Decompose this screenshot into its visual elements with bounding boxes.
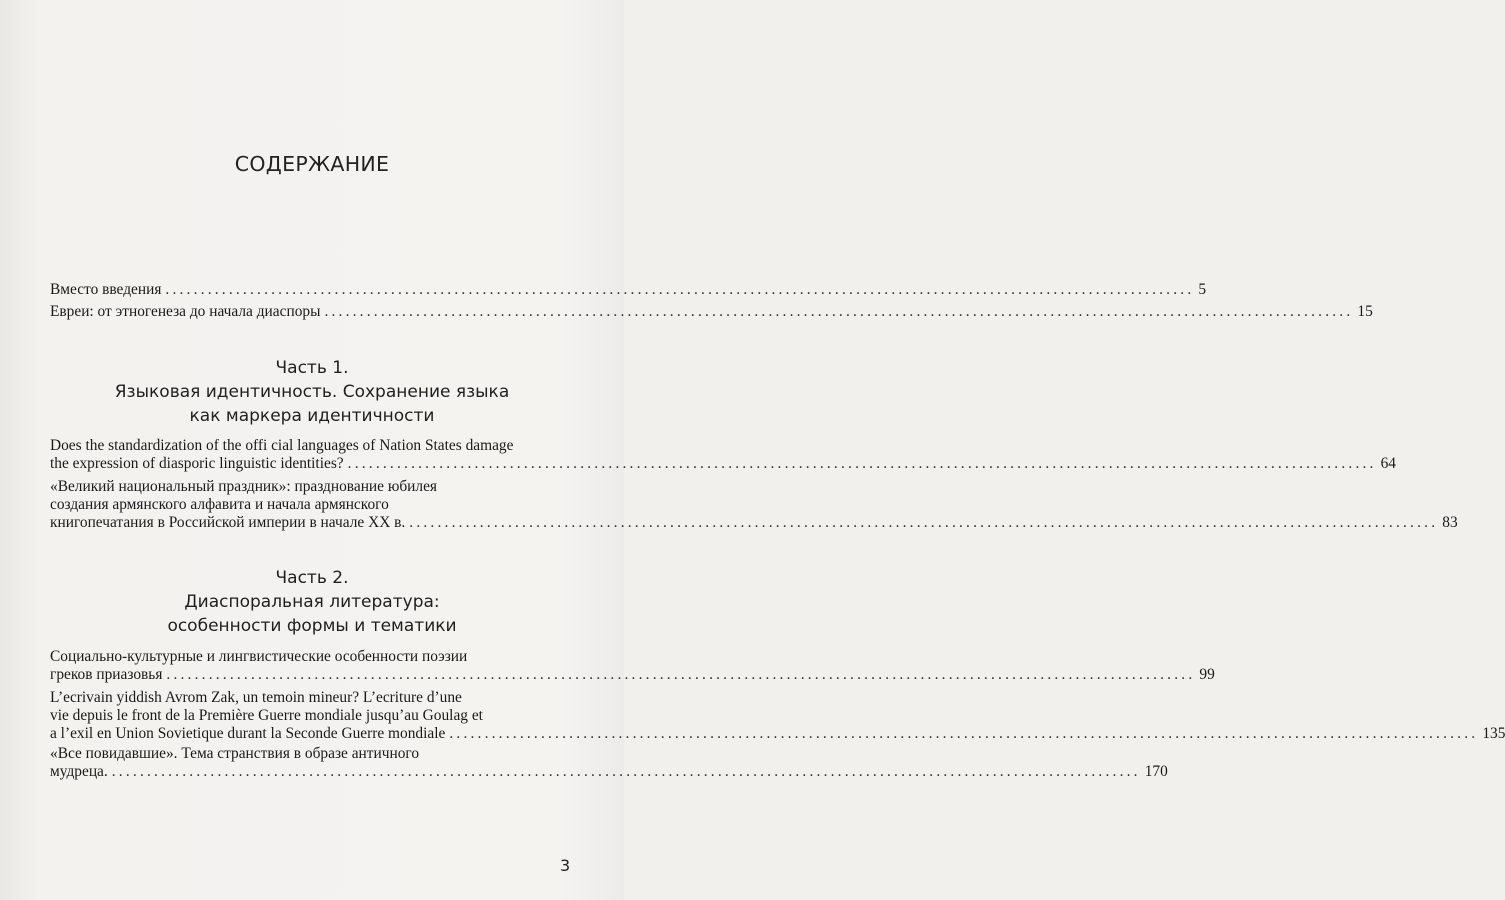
toc-entry-page: 64	[1380, 455, 1396, 472]
toc-entry[interactable]	[50, 648, 1215, 684]
toc-entry-last-line	[50, 455, 1396, 473]
toc-entry-last-line	[50, 303, 1373, 321]
dot-leader: ..................................................................................................................................................	[111, 763, 1141, 780]
dot-leader: ..................................................................................................................................................	[449, 725, 1479, 742]
dot-leader: ..................................................................................................................................................	[409, 514, 1439, 531]
toc-entry-last-line	[50, 725, 1505, 743]
toc-entry-text: создания армянского алфавита и начала армянского	[50, 496, 389, 513]
part-number: Часть 2.	[275, 568, 349, 588]
toc-entry-page: 5	[1198, 281, 1207, 298]
part-title-line: как маркера идентичности	[189, 406, 435, 426]
part-title-line: Диаспоральная литература:	[184, 592, 440, 612]
dot-leader: ..................................................................................................................................................	[165, 281, 1195, 298]
page-title: СОДЕРЖАНИЕ	[234, 152, 390, 176]
toc-entry-text: L’ecrivain yiddish Avrom Zak, un temoin mineur? L’ecriture d’une	[50, 689, 462, 706]
toc-entry-page: 99	[1199, 666, 1215, 683]
toc-entry-last-line	[50, 514, 1458, 532]
part-title-line: особенности формы и тематики	[167, 616, 457, 636]
toc-entry-text: книгопечатания в Российской империи в начале XX в.	[50, 514, 406, 531]
toc-entry-text: мудреца.	[50, 763, 108, 780]
toc-entry[interactable]	[50, 745, 1168, 781]
part-number: Часть 1.	[275, 358, 349, 378]
toc-entry-page: 170	[1144, 763, 1168, 780]
toc-entry-page: 135	[1482, 725, 1505, 742]
dot-leader: ..................................................................................................................................................	[324, 303, 1354, 320]
toc-entry-text: Does the standardization of the offi cial languages of Nation States damage	[50, 437, 514, 454]
page-number: 3	[560, 856, 571, 875]
toc-entry-text: Евреи: от этногенеза до начала диаспоры	[50, 303, 321, 320]
toc-entry[interactable]	[50, 689, 1505, 743]
toc-entry-text: Вместо введения	[50, 281, 162, 298]
dot-leader: ..................................................................................................................................................	[347, 455, 1377, 472]
part-heading	[0, 356, 624, 428]
toc-entry[interactable]	[50, 437, 1396, 473]
toc-entry-last-line	[50, 666, 1215, 684]
toc-entry[interactable]	[50, 478, 1458, 532]
toc-entry-text: the expression of diasporic linguistic identities?	[50, 455, 344, 472]
toc-entry-page: 15	[1357, 303, 1373, 320]
part-heading	[0, 566, 624, 638]
toc-entry-text: vie depuis le front de la Première Guerre mondiale jusqu’au Goulag et	[50, 707, 483, 724]
toc-entry-text: a l’exil en Union Sovietique durant la Seconde Guerre mondiale	[50, 725, 446, 742]
dot-leader: ..................................................................................................................................................	[166, 666, 1196, 683]
part-title-line: Языковая идентичность. Сохранение языка	[114, 382, 510, 402]
toc-entry-page: 83	[1442, 514, 1458, 531]
toc-entry-last-line	[50, 763, 1168, 781]
toc-entry[interactable]	[50, 281, 1207, 299]
toc-entry[interactable]	[50, 303, 1373, 321]
toc-entry-text: Социально-культурные и лингвистические особенности поэзии	[50, 648, 468, 665]
toc-entry-text: «Все повидавшие». Тема странствия в образе античного	[50, 745, 420, 762]
toc-entry-text: греков приазовья	[50, 666, 163, 683]
toc-entry-last-line	[50, 281, 1207, 299]
toc-entry-text: «Великий национальный праздник»: празднование юбилея	[50, 478, 437, 495]
